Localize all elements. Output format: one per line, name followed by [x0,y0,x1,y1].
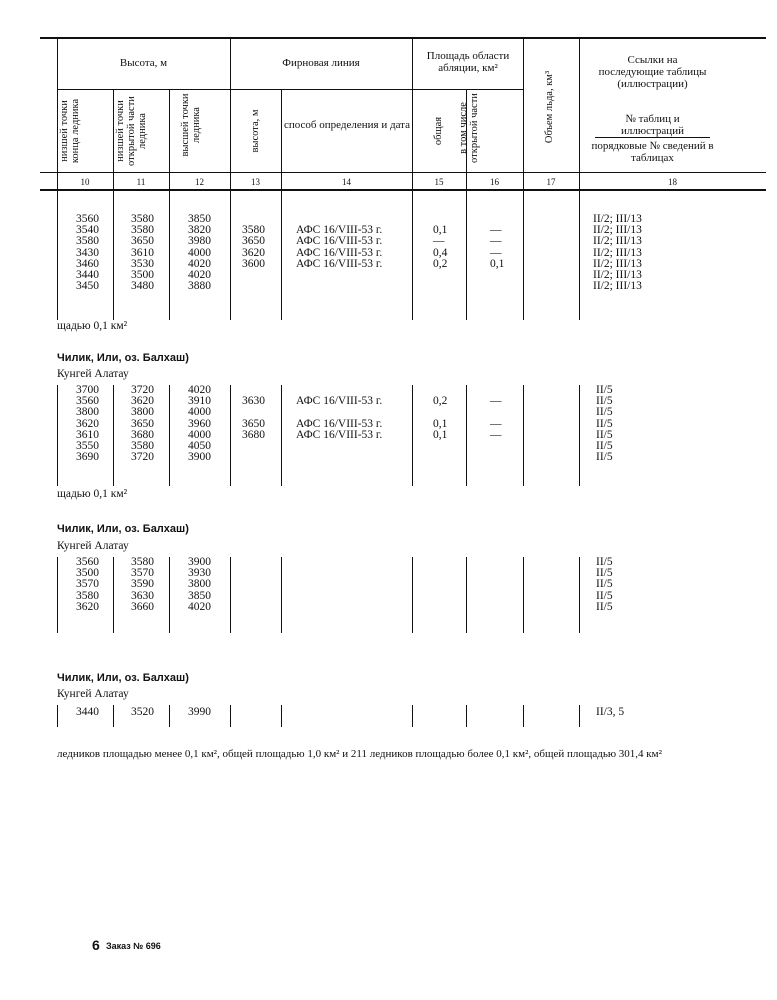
block1-ablation-total: 0,1 — 0,4 0,2 [433,224,448,270]
print-order: Заказ № 696 [106,941,161,951]
block2-ablation-open: — — — [490,395,502,441]
block2-title: Чилик, Или, оз. Балхаш) [57,352,189,364]
col-number-rule [40,172,766,173]
block4-lowest-open: 3520 [131,706,154,718]
block1-vline [281,190,282,320]
block1-vline [579,190,580,320]
block1-note: щадью 0,1 км² [57,320,128,332]
block4-vline [230,705,231,727]
block3-vline [57,557,58,633]
refs-tables-label: № таблиц и иллюстраций [621,113,684,137]
block3-vline [169,557,170,633]
col-number: 12 [195,177,204,187]
block2-lowest-end: 3700 3560 3800 3620 3610 3550 3690 [76,384,99,464]
refs-inner-rule [595,137,710,138]
block2-vline [412,385,413,486]
block3-vline [523,557,524,633]
col-number: 11 [136,177,146,187]
block2-refs: II/5 II/5 II/5 II/5 II/5 II/5 II/5 [596,384,613,464]
highest-point-label: высшей точки ледника [180,93,202,157]
block2-vline [113,385,114,486]
block4-vline [169,705,170,727]
block1-highest: 3850 3820 3980 4000 4020 4020 3880 [188,213,211,293]
hdr-vline [281,89,282,190]
block4-title: Чилик, Или, оз. Балхаш) [57,672,189,684]
col-number: 18 [668,177,677,187]
refs-group-label: Ссылки на последующие таблицы (иллюстрации) [598,54,707,90]
col-number: 16 [490,177,499,187]
block2-lowest-open: 3720 3620 3800 3650 3680 3580 3720 [131,384,154,464]
block4-lowest-end: 3440 [76,706,99,718]
block4-vline [412,705,413,727]
col-number: 15 [434,177,444,187]
block2-note: щадью 0,1 км² [57,488,128,500]
block2-vline [281,385,282,486]
col-number: 13 [251,177,260,187]
block2-vline [523,385,524,486]
block4-highest: 3990 [188,706,211,718]
block4-vline [281,705,282,727]
hdr-vline [412,38,413,190]
block2-vline [579,385,580,486]
block2-ablation-total: 0,2 0,1 0,1 [433,395,448,441]
ablation-total-label: общая [433,116,444,146]
col-number: 14 [342,177,351,187]
block3-highest: 3900 3930 3800 3850 4020 [188,556,211,613]
header-bottom-rule [40,189,766,191]
block4-vline [57,705,58,727]
firn-method-label: способ определения и дата [284,119,410,131]
block1-vline [57,190,58,320]
ablation-open-label: в том числе открытой части [458,93,480,163]
refs-order-label: порядковые № сведений в таблицах [591,140,714,164]
block3-title: Чилик, Или, оз. Балхаш) [57,523,189,535]
block2-subtitle: Кунгей Алатау [57,368,129,380]
firn-group-rule [230,89,412,90]
height-group-label: Высота, м [119,57,168,69]
block3-lowest-open: 3580 3570 3590 3630 3660 [131,556,154,613]
block1-vline [169,190,170,320]
block1-vline [466,190,467,320]
block2-vline [169,385,170,486]
firn-height-label: высота, м [250,109,261,153]
block4-vline [113,705,114,727]
block3-subtitle: Кунгей Алатау [57,540,129,552]
block2-firn-height: 3630 3650 3680 [242,395,265,441]
block4-refs: II/3, 5 [596,706,625,718]
block2-vline [57,385,58,486]
hdr-vline [523,38,524,190]
summary-line: ледников площадью менее 0,1 км², общей площадью 1,0 км² и 211 ледников площадью более 0,1 км², общей площадью 301,4 км² [57,748,662,760]
block1-lowest-end: 3560 3540 3580 3430 3460 3440 3450 [76,213,99,293]
block1-firn-method: АФС 16/VIII-53 г. АФС 16/VIII-53 г. АФС 16/VIII-53 г. АФС 16/VIII-53 г. [296,224,383,270]
block1-refs: II/2; III/13 II/2; III/13 II/2; III/13 II/2; III/13 II/2; III/13 II/2; III/13 II/2; III/13 [593,213,642,293]
ice-volume-label: Объем льда, км³ [544,70,555,144]
block1-firn-height: 3580 3650 3620 3600 [242,224,265,270]
block1-vline [412,190,413,320]
col-number: 10 [80,177,90,187]
lowest-open-label: низшей точки открытой части ледника [115,96,148,166]
lowest-end-label: низшей точки конца ледника [59,98,81,164]
block4-subtitle: Кунгей Алатау [57,688,129,700]
block3-vline [281,557,282,633]
block2-vline [230,385,231,486]
hdr-vline [579,38,580,190]
block3-lowest-end: 3560 3500 3570 3580 3620 [76,556,99,613]
header-top-rule [40,37,766,39]
firn-group-label: Фирновая линия [282,57,360,69]
block4-vline [466,705,467,727]
block4-vline [523,705,524,727]
block1-vline [113,190,114,320]
block3-vline [579,557,580,633]
block3-refs: II/5 II/5 II/5 II/5 II/5 [596,556,613,613]
block2-highest: 4020 3910 4000 3960 4000 4050 3900 [188,384,211,464]
block4-vline [579,705,580,727]
block1-vline [230,190,231,320]
block3-vline [113,557,114,633]
block3-vline [230,557,231,633]
block1-lowest-open: 3580 3580 3650 3610 3530 3500 3480 [131,213,154,293]
block1-vline [523,190,524,320]
block3-vline [412,557,413,633]
hdr-vline [169,89,170,190]
col-number: 17 [546,177,556,187]
block2-firn-method: АФС 16/VIII-53 г. АФС 16/VIII-53 г. АФС 16/VIII-53 г. [296,395,383,441]
block2-vline [466,385,467,486]
hdr-vline [113,89,114,190]
block1-ablation-open: — — — 0,1 [490,224,505,270]
ablation-group-label: Площадь области абляции, км² [426,50,510,74]
page-number: 6 [92,937,100,953]
block3-vline [466,557,467,633]
